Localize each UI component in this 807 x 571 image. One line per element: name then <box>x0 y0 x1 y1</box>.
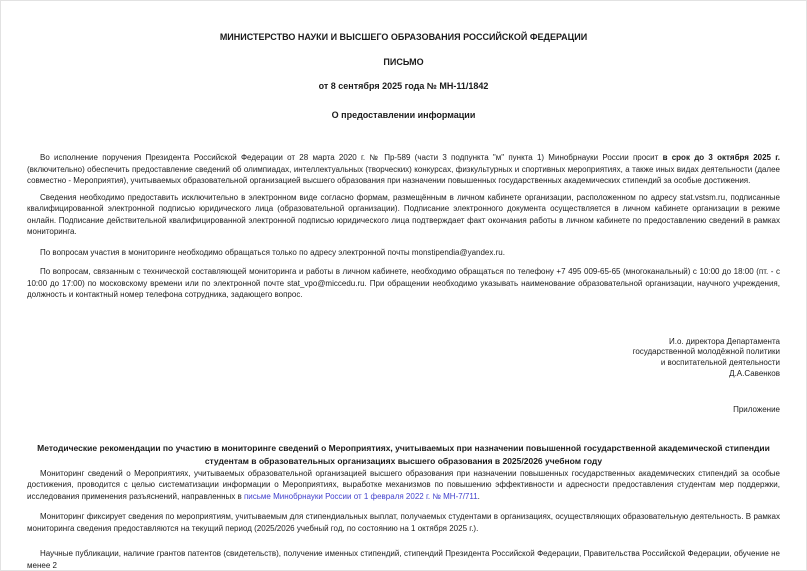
deadline-emphasis: в срок до 3 октября 2025 г. <box>662 153 781 162</box>
signature-name: Д.А.Савенков <box>729 368 780 378</box>
letter-paragraph-2: Сведения необходимо предоставить исключительно в электронном виде согласно формам, размещённым в личном кабинете организации, расположенном по адресу stat.vstsm.ru, подписанные квалифицированной электронной подписью юридического лица (образовательной организации). Подписание электронного документа осуществляется в личном кабинете организации в режиме онлайн. Подписание действительной квалифицированной электронной подписью юридического лица подтверждает факт окончания работы в личном кабинете по предоставлению сведений в рамках мониторинга. <box>27 192 780 236</box>
paragraph-text: Мониторинг сведений о Мероприятиях, учитываемых образовательной организацией высшего образования при назначении повышенных государственных академических стипендий за особые достижения, проводится с целью систематизации информации о Мероприятиях, выработке механизмов по повышению эффективности и адресности предоставления студентам мер поддержки, исследования применения разъяснений, направленных в <box>27 468 780 501</box>
letter-paragraph-1 <box>27 152 780 187</box>
appendix-paragraph-2: Мониторинг фиксирует сведения по мероприятиям, учитываемым для стипендиальных выплат, получаемых студентами в организациях, осуществляющих образовательную деятельность. В рамках мониторинга сведения предоставляются на текущий период (2025/2026 учебный год, по состоянию на 1 октября 2025 г.). <box>27 512 780 533</box>
letter-paragraph-3: По вопросам участия в мониторинге необходимо обращаться только по адресу электронной почты monstipendia@yandex.ru. <box>40 247 505 257</box>
paragraph-text: Во исполнение поручения Президента Российской Федерации от 28 марта 2020 г. № Пр-589 (части 3 подпункта "м" пункта 1) Минобрнауки России просит <box>40 153 663 162</box>
document-date-number: от 8 сентября 2025 года № МН-11/1842 <box>318 81 489 91</box>
signature-position-line: и воспитательной деятельности <box>660 358 780 368</box>
paragraph-text: . <box>477 491 480 501</box>
attachment-label: Приложение <box>733 404 780 414</box>
signature-position-line: государственной молодёжной политики <box>632 347 780 357</box>
ministry-title: МИНИСТЕРСТВО НАУКИ И ВЫСШЕГО ОБРАЗОВАНИЯ РОССИЙСКОЙ ФЕДЕРАЦИИ <box>219 32 588 42</box>
document-type: ПИСЬМО <box>383 57 424 67</box>
signature-position-line: И.о. директора Департамента <box>669 336 780 346</box>
referenced-letter-link[interactable]: письме Минобрнауки России от 1 февраля 2022 г. № МН-7/711 <box>243 491 478 501</box>
letter-paragraph-4: По вопросам, связанным с технической составляющей мониторинга и работы в личном кабинете, необходимо обращаться по телефону +7 495 009-65-65 (многоканальный) с 10:00 до 18:00 (пт. - с 10:00 до 17:00) по московскому времени или по электронной почте stat_vpo@miccedu.ru. При обращении необходимо указывать наименование образовательной организации, научного учреждения, должность и контактный номер телефона сотрудника, задающего вопрос. <box>27 267 780 299</box>
appendix-title: Методические рекомендации по участию в мониторинге сведений о Мероприятиях, учитываемых при назначении повышенной государственной академической стипендии студентам в образовательных организациях высшего образования в 2025/2026 учебном году <box>37 442 770 466</box>
paragraph-text: (включительно) обеспечить предоставление сведений об олимпиадах, интеллектуальных (творческих) конкурсах, физкультурных и спортивных мероприятиях, а также иных видах деятельности (далее совместно - Мероприятия), учитываемых образовательной организацией высшего образования при назначении повышенных государственных академических стипендий за особые достижения. <box>27 164 780 185</box>
document-subject: О предоставлении информации <box>331 110 476 120</box>
appendix-paragraph-3: Научные публикации, наличие грантов патентов (свидетельств), получение именных стипендий, стипендий Президента Российской Федерации, Правительства Российской Федерации, обучение не менее 2 <box>27 549 780 570</box>
appendix-paragraph-1 <box>27 468 780 503</box>
signature-block <box>27 337 780 380</box>
